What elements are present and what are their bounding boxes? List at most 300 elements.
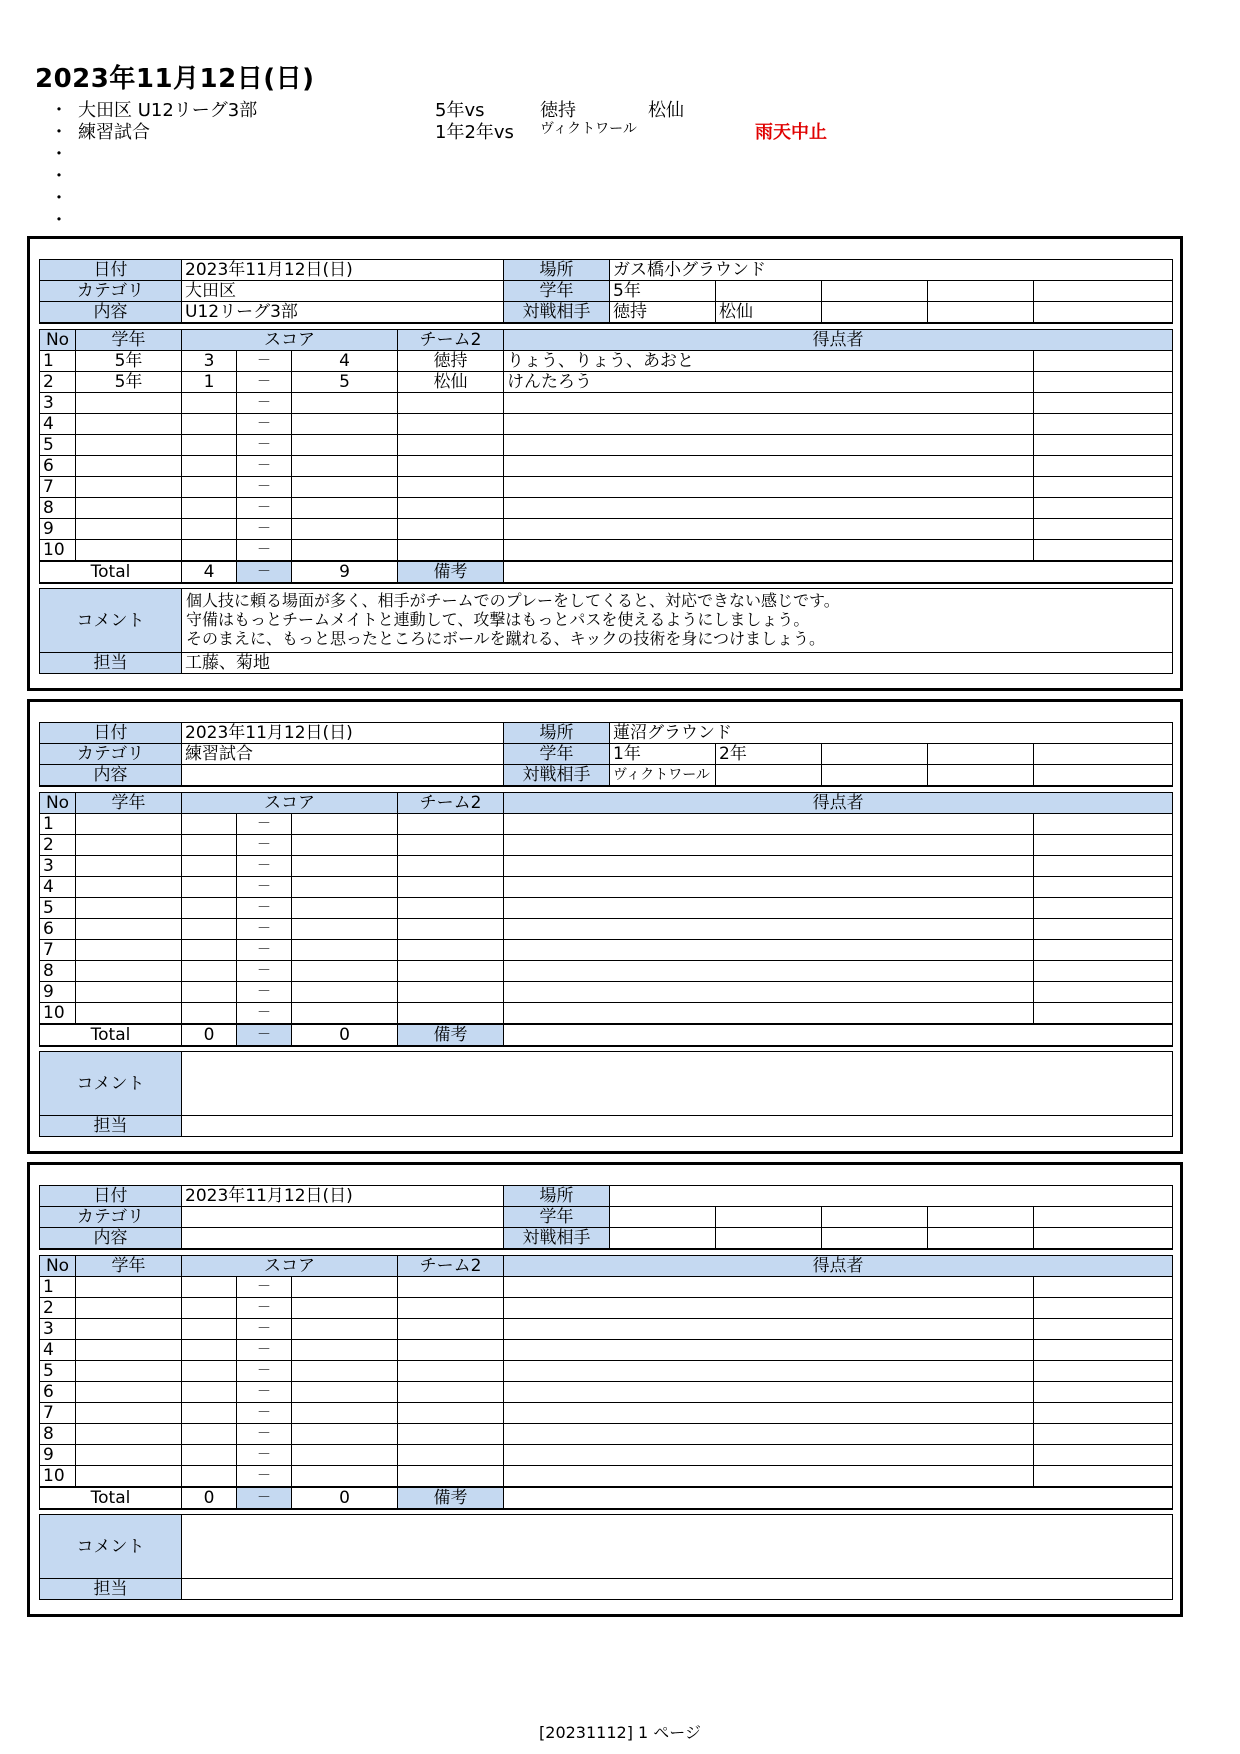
score-home [182,1402,237,1423]
score-away [292,1002,398,1024]
opponent-value [716,765,822,787]
row-grade [76,1276,182,1297]
row-scorers-extra [1034,1444,1173,1465]
row-scorers [504,876,1034,897]
row-scorers-extra [1034,1339,1173,1360]
bullet: ・ [50,100,68,121]
category-value: 練習試合 [182,744,504,765]
match-report-table [39,259,1173,674]
grade-value [928,1207,1034,1228]
grade-value [928,744,1034,765]
row-scorers [504,497,1034,518]
row-scorers-extra [1034,434,1173,455]
row-no: 4 [40,413,76,434]
row-team2 [398,518,504,539]
score-home [182,855,237,876]
comment-line: 個人技に頼る場面が多く、相手がチームでのプレーをしてくると、対応できない感じです。 [186,591,840,610]
grade-label: 学年 [504,1207,610,1228]
row-scorers-extra [1034,876,1173,897]
bullet: ・ [50,122,68,143]
score-dash: － [237,1465,292,1487]
row-no: 1 [40,1276,76,1297]
row-team2 [398,476,504,497]
grade-value: 5年 [610,281,716,302]
comment-label: コメント [40,1052,182,1116]
row-scorers-extra [1034,981,1173,1002]
row-grade [76,918,182,939]
total-home: 0 [182,1487,237,1509]
row-scorers [504,1465,1034,1487]
score-away [292,1339,398,1360]
row-no: 5 [40,897,76,918]
row-grade [76,1423,182,1444]
row-scorers [504,918,1034,939]
comment-line: 守備はもっとチームメイトと連動して、攻撃はもっとパスを使えるようにしましょう。 [186,610,810,629]
score-home [182,813,237,834]
total-away: 0 [292,1487,398,1509]
place-value: 蓮沼グラウンド [610,723,1173,744]
scorers-header: 得点者 [504,329,1173,350]
row-no: 1 [40,813,76,834]
row-no: 10 [40,1465,76,1487]
summary-opponent-1: ヴィクトワール [540,121,637,137]
row-team2 [398,939,504,960]
score-away [292,897,398,918]
score-away [292,918,398,939]
opponent-value [822,302,928,324]
row-scorers-extra [1034,497,1173,518]
row-scorers [504,1423,1034,1444]
score-away [292,518,398,539]
score-dash: － [237,1318,292,1339]
total-dash: － [237,1487,292,1509]
score-away [292,539,398,561]
score-home [182,1381,237,1402]
content-value [182,765,504,787]
row-team2 [398,1297,504,1318]
match-report-table [39,1185,1173,1600]
score-header: スコア [182,329,398,350]
score-dash: － [237,413,292,434]
grade-value [716,281,822,302]
date-label: 日付 [40,723,182,744]
score-home [182,897,237,918]
score-away [292,392,398,413]
score-home [182,834,237,855]
staff-value [182,1116,1173,1137]
row-no: 10 [40,1002,76,1024]
remarks-value [504,561,1173,583]
row-no: 8 [40,1423,76,1444]
score-dash: － [237,1297,292,1318]
row-grade: 5年 [76,371,182,392]
score-dash: － [237,918,292,939]
summary-opponent-1: 徳持 [540,100,576,121]
row-scorers [504,960,1034,981]
row-scorers-extra [1034,1465,1173,1487]
row-grade [76,1318,182,1339]
row-scorers-extra [1034,392,1173,413]
row-scorers-extra [1034,1002,1173,1024]
row-no: 9 [40,1444,76,1465]
score-home [182,1423,237,1444]
score-header: スコア [182,1255,398,1276]
no-header: No [40,792,76,813]
row-scorers-extra [1034,413,1173,434]
row-scorers [504,1402,1034,1423]
row-team2 [398,1402,504,1423]
score-dash: － [237,897,292,918]
row-scorers [504,939,1034,960]
row-scorers [504,455,1034,476]
total-dash: － [237,561,292,583]
row-scorers-extra [1034,918,1173,939]
grade-label: 学年 [504,744,610,765]
row-scorers-extra [1034,1381,1173,1402]
row-scorers: けんたろう [504,371,1034,392]
score-away [292,834,398,855]
opponent-label: 対戦相手 [504,302,610,324]
row-grade [76,413,182,434]
score-dash: － [237,834,292,855]
row-grade [76,981,182,1002]
score-home [182,1297,237,1318]
opponent-value [822,765,928,787]
row-scorers [504,1381,1034,1402]
row-team2 [398,1360,504,1381]
opponent-value [928,302,1034,324]
score-home [182,918,237,939]
score-dash: － [237,539,292,561]
date-value: 2023年11月12日(日) [182,260,504,281]
row-scorers: りょう、りょう、あおと [504,350,1034,371]
row-no: 5 [40,434,76,455]
summary-grade: 5年vs [435,100,485,121]
score-dash: － [237,876,292,897]
row-no: 9 [40,518,76,539]
content-value [182,1228,504,1250]
row-scorers-extra [1034,518,1173,539]
row-grade [76,455,182,476]
score-home [182,1444,237,1465]
date-label: 日付 [40,1186,182,1207]
row-scorers [504,1297,1034,1318]
comment-label: コメント [40,1515,182,1579]
remarks-value [504,1487,1173,1509]
score-home: 1 [182,371,237,392]
row-no: 6 [40,455,76,476]
summary-row [50,96,950,121]
total-label: Total [40,1487,182,1509]
score-home [182,960,237,981]
score-home [182,455,237,476]
summary-row [50,162,950,187]
grade-value [822,744,928,765]
staff-value: 工藤、菊地 [182,653,1173,674]
score-dash: － [237,497,292,518]
row-grade [76,834,182,855]
score-dash: － [237,1002,292,1024]
score-dash: － [237,1360,292,1381]
row-scorers [504,1276,1034,1297]
row-scorers-extra [1034,1276,1173,1297]
grade-value [1034,744,1173,765]
place-label: 場所 [504,723,610,744]
content-value: U12リーグ3部 [182,302,504,324]
row-scorers-extra [1034,455,1173,476]
comment-value [182,1052,1173,1116]
summary-grade: 1年2年vs [435,122,514,143]
opponent-value [928,1228,1034,1250]
score-dash: － [237,981,292,1002]
opponent-value [1034,302,1173,324]
team2-header: チーム2 [398,329,504,350]
score-home [182,876,237,897]
score-away [292,981,398,1002]
score-away [292,455,398,476]
category-label: カテゴリ [40,744,182,765]
opponent-value [1034,1228,1173,1250]
opponent-value: ヴィクトワール [610,765,716,787]
row-team2 [398,813,504,834]
row-scorers-extra [1034,813,1173,834]
row-team2 [398,897,504,918]
row-grade [76,876,182,897]
row-team2: 松仙 [398,371,504,392]
row-grade [76,813,182,834]
summary-status: 雨天中止 [755,122,827,143]
row-no: 4 [40,1339,76,1360]
row-no: 7 [40,1402,76,1423]
no-header: No [40,329,76,350]
date-value: 2023年11月12日(日) [182,1186,504,1207]
grade-value: 1年 [610,744,716,765]
score-home [182,413,237,434]
total-away: 9 [292,561,398,583]
summary-event: 練習試合 [78,122,150,143]
score-home [182,939,237,960]
score-away [292,876,398,897]
opponent-value: 徳持 [610,302,716,324]
team2-header: チーム2 [398,792,504,813]
row-team2 [398,1423,504,1444]
row-no: 6 [40,918,76,939]
bullet: ・ [50,188,68,209]
score-home [182,392,237,413]
row-no: 3 [40,1318,76,1339]
row-no: 5 [40,1360,76,1381]
summary-opponent-2: 松仙 [648,100,684,121]
row-scorers-extra [1034,939,1173,960]
grade-label: 学年 [504,281,610,302]
row-grade [76,539,182,561]
opponent-value: 松仙 [716,302,822,324]
score-dash: － [237,434,292,455]
row-grade [76,518,182,539]
score-home [182,1318,237,1339]
staff-value [182,1579,1173,1600]
score-away [292,413,398,434]
content-label: 内容 [40,1228,182,1250]
grade-value [928,281,1034,302]
date-label: 日付 [40,260,182,281]
score-dash: － [237,813,292,834]
row-grade [76,960,182,981]
row-grade [76,1381,182,1402]
score-away [292,1360,398,1381]
row-no: 9 [40,981,76,1002]
place-label: 場所 [504,1186,610,1207]
row-scorers-extra [1034,855,1173,876]
row-team2 [398,876,504,897]
score-away [292,434,398,455]
row-scorers [504,539,1034,561]
row-team2 [398,960,504,981]
page-footer: [20231112] 1 ページ [539,1723,701,1742]
row-scorers [504,834,1034,855]
grade-value [1034,1207,1173,1228]
grade-value [822,1207,928,1228]
page-title: 2023年11月12日(日) [35,64,315,94]
score-away [292,960,398,981]
score-home [182,1465,237,1487]
score-away: 5 [292,371,398,392]
score-home: 3 [182,350,237,371]
row-no: 3 [40,392,76,413]
staff-label: 担当 [40,1116,182,1137]
score-away [292,476,398,497]
category-label: カテゴリ [40,1207,182,1228]
score-home [182,434,237,455]
bullet: ・ [50,166,68,187]
row-no: 8 [40,497,76,518]
summary-event: 大田区 U12リーグ3部 [78,100,258,121]
row-scorers [504,413,1034,434]
row-grade [76,1297,182,1318]
total-away: 0 [292,1024,398,1046]
schedule-summary [50,96,950,231]
score-dash: － [237,1276,292,1297]
row-scorers-extra [1034,1318,1173,1339]
row-no: 6 [40,1381,76,1402]
score-away [292,1297,398,1318]
row-scorers [504,434,1034,455]
score-dash: － [237,1444,292,1465]
row-grade [76,939,182,960]
place-value [610,1186,1173,1207]
match-report-panel [27,1162,1183,1617]
row-grade [76,1002,182,1024]
total-label: Total [40,1024,182,1046]
score-dash: － [237,1339,292,1360]
grade-header: 学年 [76,1255,182,1276]
place-value: ガス橋小グラウンド [610,260,1173,281]
opponent-value [716,1228,822,1250]
row-team2 [398,918,504,939]
row-scorers [504,476,1034,497]
score-home [182,497,237,518]
bullet: ・ [50,210,68,231]
remarks-value [504,1024,1173,1046]
score-dash: － [237,1381,292,1402]
score-home [182,518,237,539]
content-label: 内容 [40,302,182,324]
row-scorers [504,813,1034,834]
row-team2 [398,1465,504,1487]
opponent-value [610,1228,716,1250]
score-dash: － [237,476,292,497]
row-scorers-extra [1034,1297,1173,1318]
score-dash: － [237,518,292,539]
row-scorers [504,981,1034,1002]
row-no: 7 [40,476,76,497]
row-no: 10 [40,539,76,561]
score-away [292,1381,398,1402]
grade-value [716,1207,822,1228]
row-team2 [398,1002,504,1024]
grade-value [822,281,928,302]
comment-line: そのまえに、もっと思ったところにボールを蹴れる、キックの技術を身につけましょう。 [186,629,826,648]
row-no: 8 [40,960,76,981]
summary-row [50,184,950,209]
score-home [182,539,237,561]
row-no: 2 [40,371,76,392]
no-header: No [40,1255,76,1276]
row-grade [76,897,182,918]
score-header: スコア [182,792,398,813]
opponent-value [1034,765,1173,787]
row-team2 [398,392,504,413]
scorers-header: 得点者 [504,1255,1173,1276]
total-home: 4 [182,561,237,583]
row-team2 [398,981,504,1002]
comment-value [182,1515,1173,1579]
grade-header: 学年 [76,329,182,350]
category-label: カテゴリ [40,281,182,302]
score-dash: － [237,1423,292,1444]
staff-label: 担当 [40,1579,182,1600]
total-dash: － [237,1024,292,1046]
opponent-label: 対戦相手 [504,1228,610,1250]
summary-row [50,118,950,143]
score-away [292,1402,398,1423]
score-away [292,939,398,960]
row-grade [76,1402,182,1423]
score-home [182,981,237,1002]
row-scorers-extra [1034,371,1173,392]
row-no: 1 [40,350,76,371]
grade-value [1034,281,1173,302]
score-home [182,476,237,497]
row-scorers [504,855,1034,876]
row-scorers [504,1339,1034,1360]
score-home [182,1276,237,1297]
row-grade [76,1444,182,1465]
score-away [292,1444,398,1465]
row-scorers-extra [1034,897,1173,918]
score-dash: － [237,350,292,371]
remarks-label: 備考 [398,561,504,583]
row-grade [76,1360,182,1381]
opponent-value [928,765,1034,787]
row-team2 [398,413,504,434]
score-home [182,1360,237,1381]
row-scorers [504,1360,1034,1381]
row-team2 [398,1381,504,1402]
row-scorers [504,1002,1034,1024]
row-grade [76,855,182,876]
row-scorers [504,1444,1034,1465]
